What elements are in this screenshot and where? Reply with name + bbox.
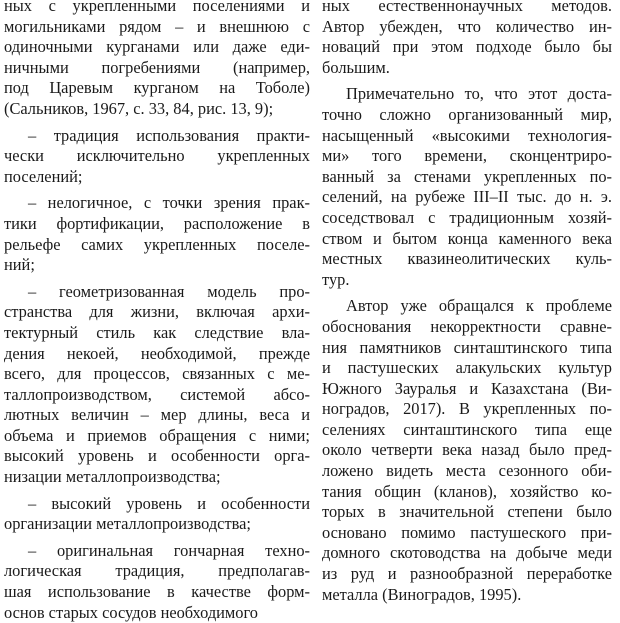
paragraph: [4, 541, 310, 623]
text-line: соседствовал с традиционным хозяй-: [322, 207, 612, 227]
text-line: точно сложно организованный мир,: [322, 104, 612, 124]
text-line: обоснования некорректности сравне-: [322, 316, 612, 336]
text-line: объема и приемов обращения с ними;: [4, 425, 310, 445]
text-line: тания общин (кланов), хозяйство ко-: [322, 481, 612, 501]
text-line: ложено видеть места сезонного оби-: [322, 461, 612, 481]
paragraph: [322, 0, 612, 78]
text-line: – традиция использования практи-: [28, 125, 310, 145]
text-line: насыщенный «высокими технология-: [322, 125, 612, 145]
text-line: Примечательно то, что этот доста-: [346, 84, 612, 104]
paragraph: [322, 296, 612, 605]
paragraph: [4, 0, 310, 120]
text-line: домного скотоводства на добыче меди: [322, 543, 612, 563]
text-line: высокий уровень и особенности орга-: [4, 446, 310, 466]
text-line: ничными погребениями (например,: [4, 57, 310, 77]
text-line: металла (Виноградов, 1995).: [322, 584, 522, 604]
paragraph: [4, 126, 310, 188]
text-line: и пастушеских алакульских культур: [322, 358, 612, 378]
paragraph: [322, 84, 612, 290]
text-line: Южного Зауралья и Казахстана (Ви-: [322, 378, 612, 398]
text-line: большим.: [322, 57, 390, 77]
text-line: таллопроизводством, системой абсо-: [4, 384, 310, 404]
text-line: ний;: [4, 255, 35, 275]
text-line: селениях синташтинского типа еще: [322, 419, 612, 439]
text-line: ми» того времени, сконцентриро-: [322, 146, 612, 166]
text-line: лютных величин – мер длины, веса и: [4, 405, 310, 425]
text-line: новаций при этом подходе было бы: [322, 37, 612, 57]
text-line: поселений;: [4, 166, 83, 186]
text-line: Автор уже обращался к проблеме: [346, 296, 612, 316]
text-line: ством и бытом конца каменного века: [322, 228, 612, 248]
paragraph: [4, 494, 310, 535]
text-line: ноградов, 2017). В укрепленных по-: [322, 399, 612, 419]
text-line: всего, для процессов, связанных с ме-: [4, 364, 310, 384]
text-line: логическая традиция, предполагав-: [4, 561, 310, 581]
text-line: ных естественнонаучных методов.: [322, 0, 612, 15]
text-line: – нелогичное, с точки зрения прак-: [28, 193, 310, 213]
text-line: под Царевым курганом на Тоболе): [4, 78, 310, 98]
left-column: [4, 0, 310, 623]
text-line: местных квазинеолитических куль-: [322, 249, 612, 269]
text-line: (Сальников, 1967, с. 33, 84, рис. 13, 9);: [4, 98, 274, 118]
text-line: основ старых сосудов необходимого: [4, 602, 259, 622]
text-line: тики фортификации, расположение в: [4, 213, 310, 233]
paragraph: [4, 193, 310, 275]
text-line: чески исключительно укрепленных: [4, 146, 310, 166]
text-line: шая использование в качестве форм-: [4, 582, 310, 602]
text-line: могильниками рядом – и внешнюю с: [4, 16, 310, 36]
text-line: ванный за стенами укрепленных по-: [322, 166, 612, 186]
text-line: Автор убежден, что количество ин-: [322, 16, 612, 36]
text-line: – оригинальная гончарная техно-: [28, 540, 310, 560]
text-line: селений, на рубеже III–II тыс. до н. э.: [322, 187, 612, 207]
right-column: [322, 0, 612, 605]
text-line: – высокий уровень и особенности: [28, 493, 310, 513]
paragraph: [4, 282, 310, 488]
text-line: одиночными курганами или даже еди-: [4, 37, 310, 57]
text-line: тур.: [322, 269, 350, 289]
text-line: – геометризованная модель про-: [28, 281, 310, 301]
text-line: основано помимо пастушеского при-: [322, 522, 612, 542]
text-line: дения некоей, необходимой, прежде: [4, 343, 310, 363]
text-line: ных с укрепленными поселениями и: [4, 0, 310, 15]
text-line: торых в значительной степени было: [322, 502, 612, 522]
text-line: из руд и разнообразной переработке: [322, 564, 612, 584]
text-line: около четверти века назад было пред-: [322, 440, 612, 460]
text-line: низации металлопроизводства;: [4, 467, 221, 487]
text-line: рельефе самих укрепленных поселе-: [4, 234, 310, 254]
text-line: странства для жизни, включая архи-: [4, 302, 310, 322]
text-line: тектурный стиль как следствие вла-: [4, 322, 310, 342]
text-line: организации металлопроизводства;: [4, 514, 251, 534]
text-line: ния памятников синташтинского типа: [322, 337, 612, 357]
